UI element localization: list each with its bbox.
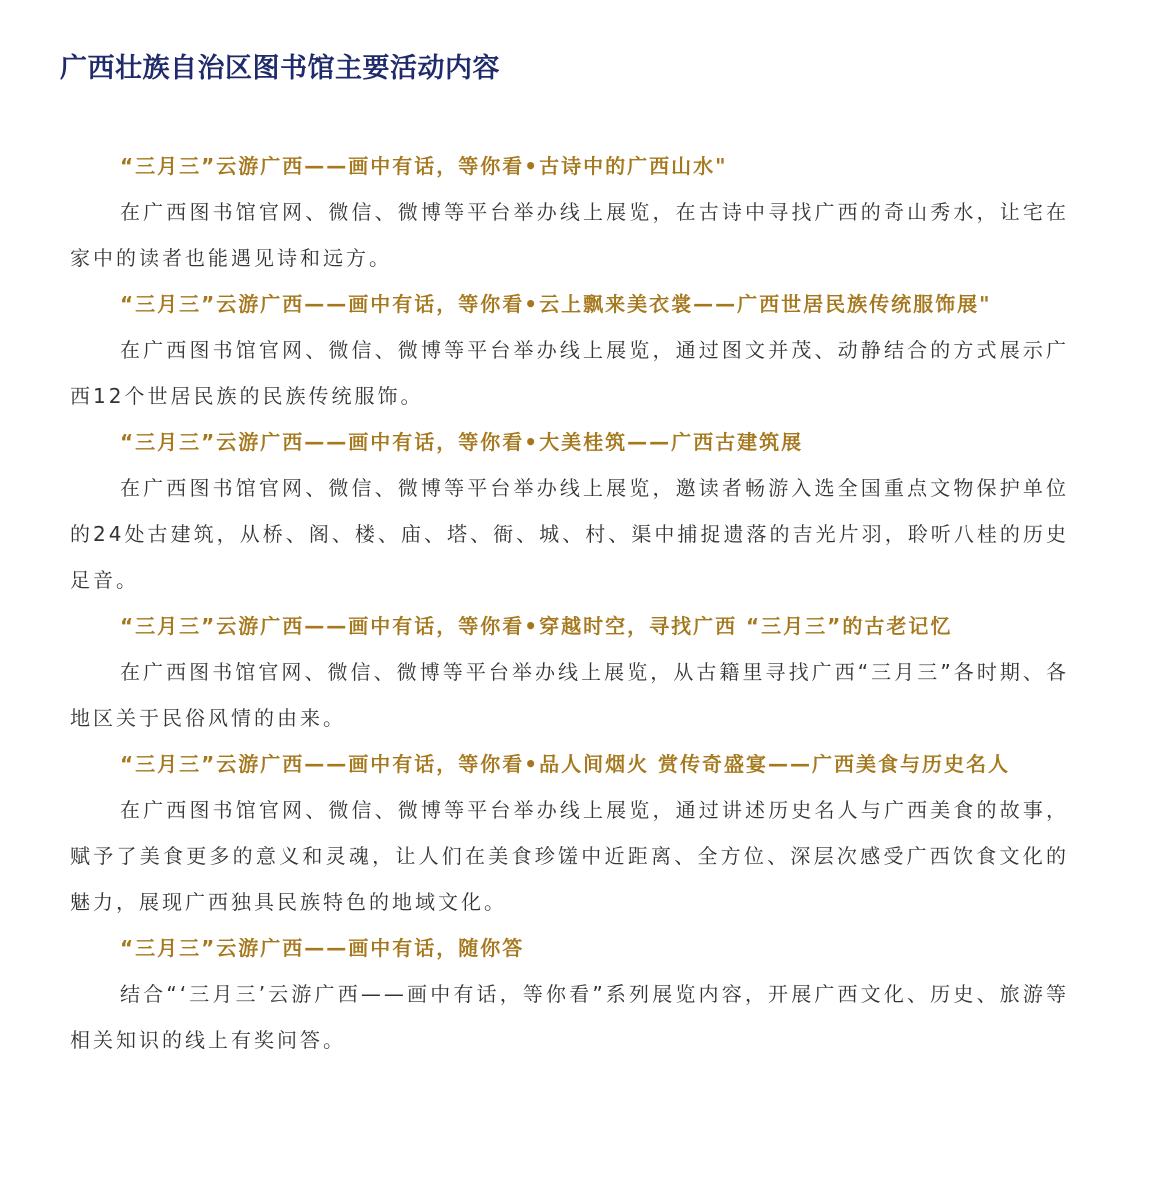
activity-title: “三月三”云游广西——画中有话，等你看•云上飘来美衣裳——广西世居民族传统服饰展": [120, 292, 992, 316]
activity-title: “三月三”云游广西——画中有话，等你看•穿越时空，寻找广西 “三月三”的古老记忆: [120, 614, 953, 638]
activity-description: 结合“‘三月三’云游广西——画中有话，等你看”系列展览内容，开展广西文化、历史、旅游等相关知识的线上有奖问答。: [70, 982, 1069, 1052]
activity-description: 在广西图书馆官网、微信、微博等平台举办线上展览，通过图文并茂、动静结合的方式展示广西12个世居民族的民族传统服饰。: [70, 338, 1069, 408]
activity-title: “三月三”云游广西——画中有话，随你答: [120, 936, 525, 960]
activity-item: [70, 603, 1069, 741]
page-title: 广西壮族自治区图书馆主要活动内容: [60, 53, 500, 84]
activity-title: “三月三”云游广西——画中有话，等你看•大美桂筑——广西古建筑展: [120, 430, 804, 454]
activity-list: [70, 143, 1069, 1063]
activity-description: 在广西图书馆官网、微信、微博等平台举办线上展览，从古籍里寻找广西“三月三”各时期、各地区关于民俗风情的由来。: [70, 660, 1069, 730]
activity-item: [70, 281, 1069, 419]
activity-item: [70, 143, 1069, 281]
activity-title: “三月三”云游广西——画中有话，等你看•品人间烟火 赏传奇盛宴——广西美食与历史名人: [120, 752, 1011, 776]
activity-item: [70, 419, 1069, 603]
activity-description: 在广西图书馆官网、微信、微博等平台举办线上展览，邀读者畅游入选全国重点文物保护单位的24处古建筑，从桥、阁、楼、庙、塔、衙、城、村、渠中捕捉遗落的吉光片羽，聆听八桂的历史足音。: [70, 476, 1069, 592]
activity-title: “三月三”云游广西——画中有话，等你看•古诗中的广西山水": [120, 154, 728, 178]
activity-description: 在广西图书馆官网、微信、微博等平台举办线上展览，通过讲述历史名人与广西美食的故事，赋予了美食更多的意义和灵魂，让人们在美食珍馐中近距离、全方位、深层次感受广西饮食文化的魅力，展现广西独具民族特色的地域文化。: [70, 798, 1069, 914]
activity-item: [70, 741, 1069, 925]
activity-description: 在广西图书馆官网、微信、微博等平台举办线上展览，在古诗中寻找广西的奇山秀水，让宅在家中的读者也能遇见诗和远方。: [70, 200, 1069, 270]
activity-item: [70, 925, 1069, 1063]
